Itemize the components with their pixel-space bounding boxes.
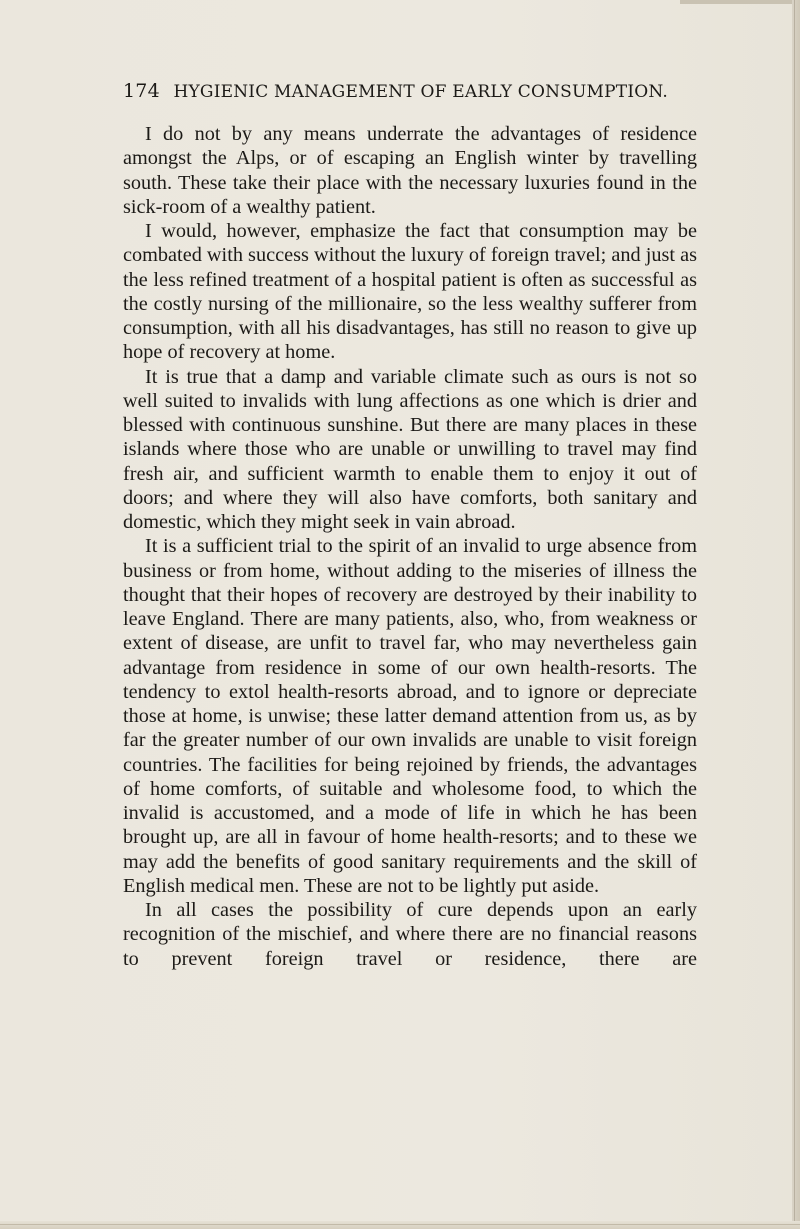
- paragraph-5: In all cases the possibility of cure depends upon an early recognition of the mischief, and where there are no financial reasons to prevent foreign travel or residence, there are: [123, 899, 697, 970]
- running-header: [123, 79, 683, 103]
- paragraph-3: It is true that a damp and variable climate such as ours is not so well suited to invalids with lung affections as one which is drier and blessed with continuous sunshine. But there are many places in these islands where those who are unable or unwilling to travel may find fresh air, and sufficient warmth to enable them to enjoy it out of doors; and where they will also have comforts, both sanitary and domestic, which they might seek in vain abroad.: [123, 365, 697, 533]
- paragraph-2: I would, however, emphasize the fact that consumption may be combated with success without the luxury of foreign travel; and just as the less refined treatment of a hospital patient is often as successful as the costly nursing of the millionaire, so the less wealthy sufferer from consumption, with all his disadvantages, has still no reason to give up hope of recovery at home.: [123, 220, 697, 364]
- page-number: 174: [123, 80, 160, 102]
- page-edge-bottom: [0, 1221, 800, 1229]
- paragraph-1: I do not by any means underrate the advantages of residence amongst the Alps, or of escaping an English winter by travelling south. These take their place with the necessary luxuries found in the sick-room of a wealthy patient.: [123, 123, 697, 218]
- running-header-title: HYGIENIC MANAGEMENT OF EARLY CONSUMPTION.: [173, 82, 668, 102]
- body-text: [123, 122, 697, 971]
- paragraph-4: It is a sufficient trial to the spirit of an invalid to urge absence from business or from home, without adding to the miseries of illness the thought that their hopes of recovery are destroyed by their inability to leave England. There are many patients, also, who, from weakness or extent of disease, are unfit to travel far, who may nevertheless gain advantage from residence in some of our own health-resorts. The tendency to extol health-resorts abroad, and to ignore or depreciate those at home, is unwise; these latter demand attention from us, as by far the greater number of our own invalids are unable to visit foreign countries. The facilities for being rejoined by friends, the advantages of home comforts, of suitable and wholesome food, to which the invalid is accustomed, and a mode of life in which he has been brought up, are all in favour of home health-resorts; and to these we may add the benefits of good sanitary requirements and the skill of English medical men. These are not to be lightly put aside.: [123, 535, 697, 897]
- page-edge-top: [680, 0, 800, 4]
- page-edge-right: [792, 0, 800, 1229]
